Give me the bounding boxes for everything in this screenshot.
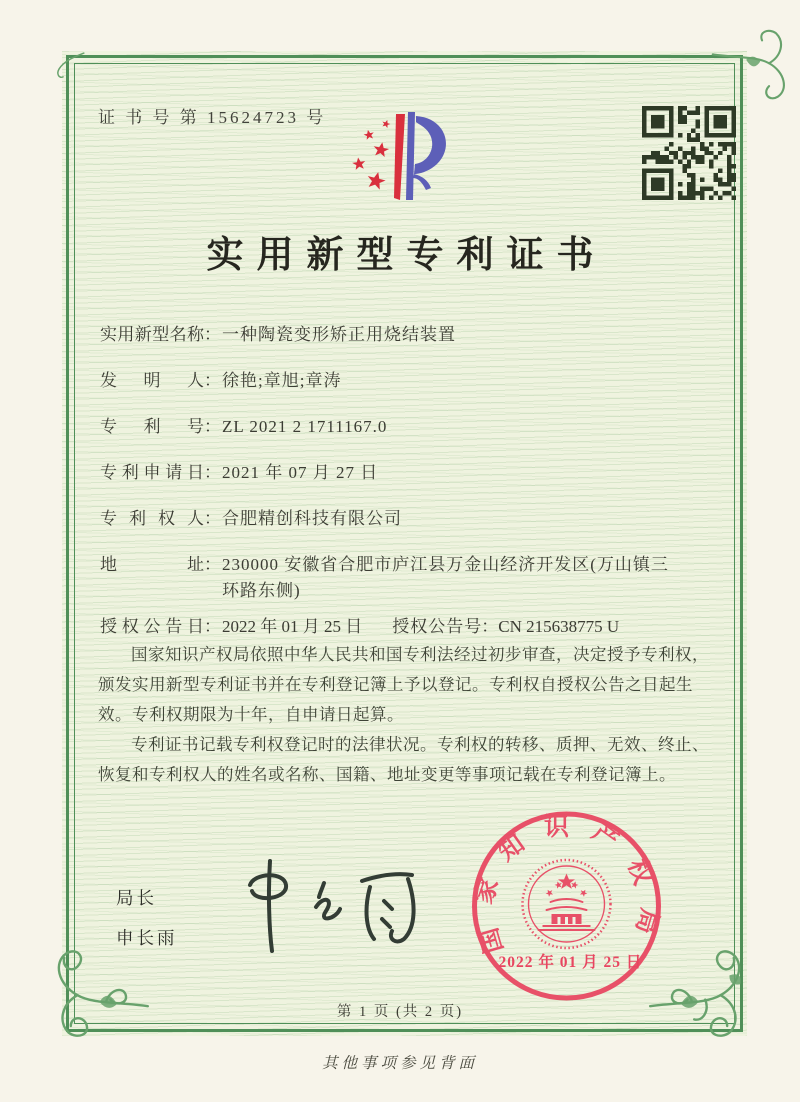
- field-row-patentee: [100, 506, 680, 532]
- signature-icon: [212, 843, 447, 965]
- field-label: 专利申请日: [100, 463, 204, 482]
- field-label: 专利权人: [100, 509, 204, 528]
- corner-flourish-icon: [44, 38, 94, 88]
- signer-name: 申长雨: [116, 928, 178, 948]
- field-value: 230000 安徽省合肥市庐江县万金山经济开发区(万山镇三环路东侧): [222, 555, 669, 600]
- colon: ：: [204, 325, 221, 344]
- legal-text: [98, 640, 710, 790]
- field-label: 授权公告日: [100, 617, 204, 636]
- certificate-title: 实用新型专利证书: [206, 235, 607, 276]
- field-row-patent-number: [100, 414, 680, 440]
- back-note: 其他事项参见背面: [321, 1055, 478, 1072]
- field-label: 实用新型名称: [100, 325, 204, 344]
- cnipa-logo-icon: [332, 108, 468, 208]
- colon: ：: [204, 555, 221, 574]
- field-value: 2021 年 07 月 27 日: [222, 463, 379, 482]
- legal-paragraph: 国家知识产权局依照中华人民共和国专利法经过初步审查，决定授予专利权，颁发实用新型专利证书并在专利登记簿上予以登记。专利权自授权公告之日起生效。专利权期限为十年，自申请日起算。: [98, 645, 709, 724]
- page-number: 第 1 页 (共 2 页): [336, 1004, 464, 1020]
- colon: ：: [204, 371, 221, 390]
- certificate-number: 证 书 号 第 15624723 号: [98, 108, 327, 127]
- field-value: 合肥精创科技有限公司: [222, 509, 402, 528]
- field-value: ZL 2021 2 1711167.0: [222, 417, 388, 436]
- field-label: 授权公告号: [392, 617, 482, 636]
- field-value: 徐艳;章旭;章涛: [222, 371, 342, 390]
- grant-number-value: CN 215638775 U: [498, 617, 620, 636]
- signer-block: [116, 878, 178, 958]
- colon: ：: [204, 617, 221, 636]
- grant-date-value: 2022 年 01 月 25 日: [222, 617, 363, 636]
- corner-flourish-icon: [711, 21, 799, 109]
- field-row-address: [100, 552, 680, 604]
- field-label: 地址: [100, 555, 204, 574]
- colon: ：: [204, 463, 221, 482]
- field-value: 一种陶瓷变形矫正用烧结装置: [222, 325, 456, 344]
- field-label: 发明人: [100, 371, 204, 390]
- field-label: 专利号: [100, 417, 204, 436]
- qr-code: [642, 106, 736, 200]
- field-row-inventors: [100, 368, 680, 394]
- seal-date: 2022 年 01 月 25 日: [498, 954, 643, 971]
- official-seal: [464, 806, 669, 1006]
- seal-text: 国家知识产权局: [469, 814, 664, 957]
- colon: ：: [481, 617, 499, 636]
- field-row-invention-name: [100, 322, 680, 348]
- field-row-grant: [100, 614, 680, 640]
- legal-paragraph: 专利证书记载专利权登记时的法律状况。专利权的转移、质押、无效、终止、恢复和专利权人的姓名或名称、国籍、地址变更等事项记载在专利登记簿上。: [98, 735, 709, 784]
- field-list: [100, 322, 680, 640]
- signer-title: 局长: [116, 888, 157, 908]
- colon: ：: [204, 509, 221, 528]
- colon: ：: [204, 417, 221, 436]
- field-row-filing-date: [100, 460, 680, 486]
